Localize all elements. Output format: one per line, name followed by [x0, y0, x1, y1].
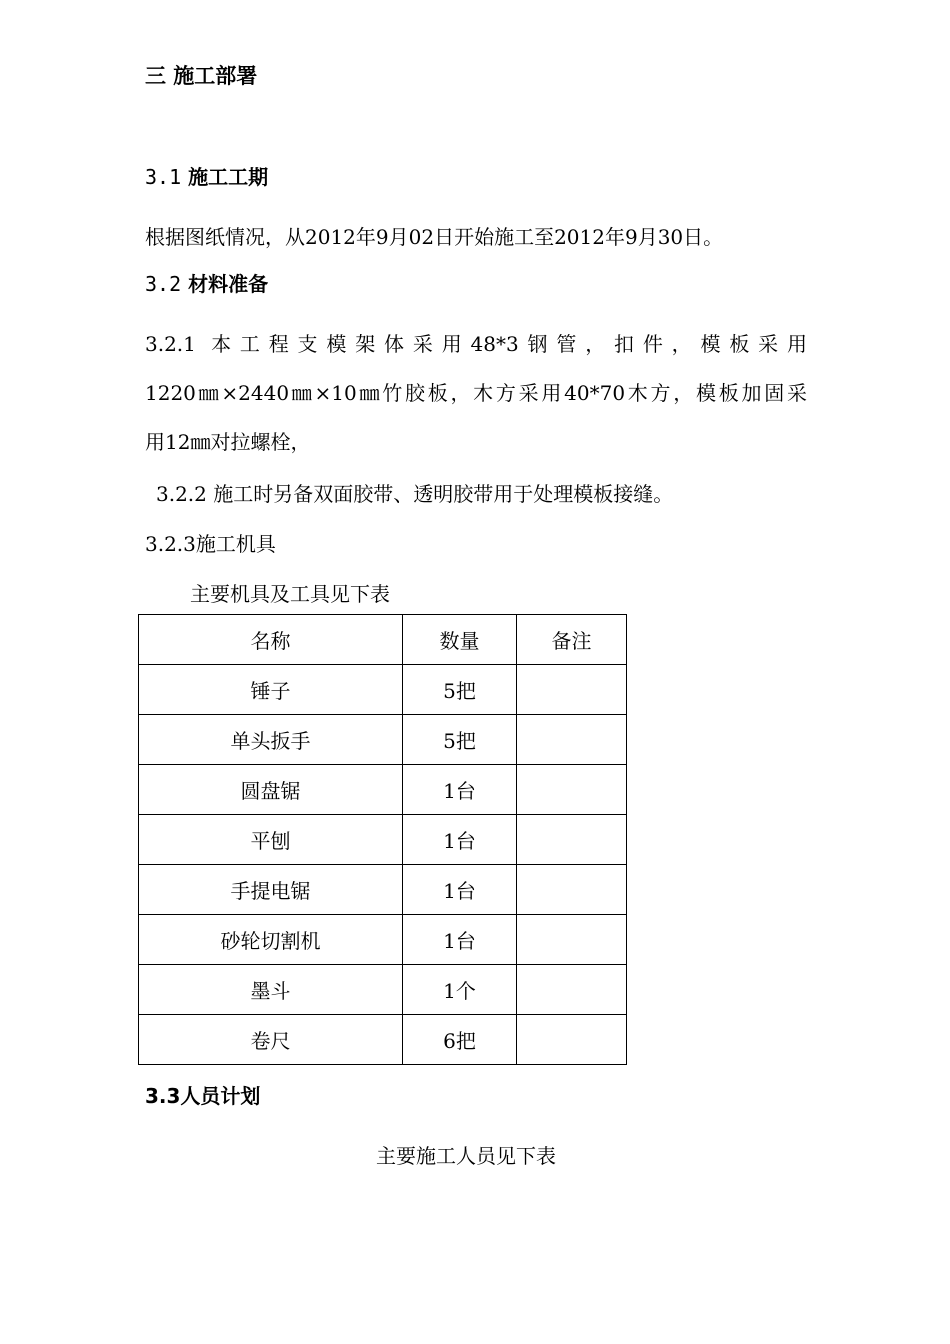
table-row: [139, 865, 627, 915]
tool-name: 单头扳手: [139, 715, 403, 765]
section-title: 三 施工部署: [145, 64, 258, 88]
header-name: 名称: [139, 615, 403, 665]
table-row: [139, 765, 627, 815]
tool-remark: [517, 665, 627, 715]
tool-quantity: 5把: [403, 665, 517, 715]
tool-quantity: 6把: [403, 1015, 517, 1065]
table-header-row: [139, 615, 627, 665]
heading-3-1: [145, 161, 268, 190]
tool-remark: [517, 815, 627, 865]
table-row: [139, 665, 627, 715]
tool-name: 手提电锯: [139, 865, 403, 915]
tools-table: [138, 614, 627, 1065]
paragraph-3-2-1-line-3: 用12㎜对拉螺栓，: [145, 430, 311, 454]
tool-remark: [517, 1015, 627, 1065]
table-row: [139, 715, 627, 765]
tool-quantity: 1个: [403, 965, 517, 1015]
staff-table-caption: 主要施工人员见下表: [376, 1144, 556, 1168]
paragraph-3-2-2: 3.2.2 施工时另备双面胶带、透明胶带用于处理模板接缝。: [156, 482, 674, 506]
heading-3-1-title: 施工工期: [188, 165, 269, 189]
tools-table-caption: 主要机具及工具见下表: [190, 582, 390, 606]
table-row: [139, 965, 627, 1015]
tool-quantity: 1台: [403, 915, 517, 965]
tool-quantity: 1台: [403, 815, 517, 865]
tool-quantity: 1台: [403, 765, 517, 815]
schedule-paragraph: 根据图纸情况，从2012年9月02日开始施工至2012年9月30日。: [145, 225, 724, 249]
tool-name: 卷尺: [139, 1015, 403, 1065]
heading-3-2-number: 3.2: [145, 272, 182, 296]
tool-quantity: 5把: [403, 715, 517, 765]
heading-3-3: 3.3人员计划: [145, 1084, 261, 1108]
tool-remark: [517, 865, 627, 915]
header-remark: 备注: [517, 615, 627, 665]
header-quantity: 数量: [403, 615, 517, 665]
table-row: [139, 915, 627, 965]
heading-3-2-3: 3.2.3施工机具: [145, 532, 276, 556]
paragraph-3-2-1-line-1: 3.2.1 本工程支模架体采用48*3钢管，扣件，模板采用: [145, 332, 807, 356]
tool-remark: [517, 915, 627, 965]
tool-remark: [517, 965, 627, 1015]
tool-quantity: 1台: [403, 865, 517, 915]
tool-name: 锤子: [139, 665, 403, 715]
tool-remark: [517, 765, 627, 815]
tool-remark: [517, 715, 627, 765]
heading-3-2: [145, 268, 268, 297]
paragraph-3-2-1-line-2: 1220㎜×2440㎜×10㎜竹胶板，木方采用40*70木方，模板加固采: [145, 381, 807, 405]
heading-3-1-number: 3.1: [145, 165, 182, 189]
tool-name: 圆盘锯: [139, 765, 403, 815]
heading-3-2-title: 材料准备: [188, 272, 269, 296]
tool-name: 砂轮切割机: [139, 915, 403, 965]
table-row: [139, 1015, 627, 1065]
tool-name: 墨斗: [139, 965, 403, 1015]
table-row: [139, 815, 627, 865]
tool-name: 平刨: [139, 815, 403, 865]
